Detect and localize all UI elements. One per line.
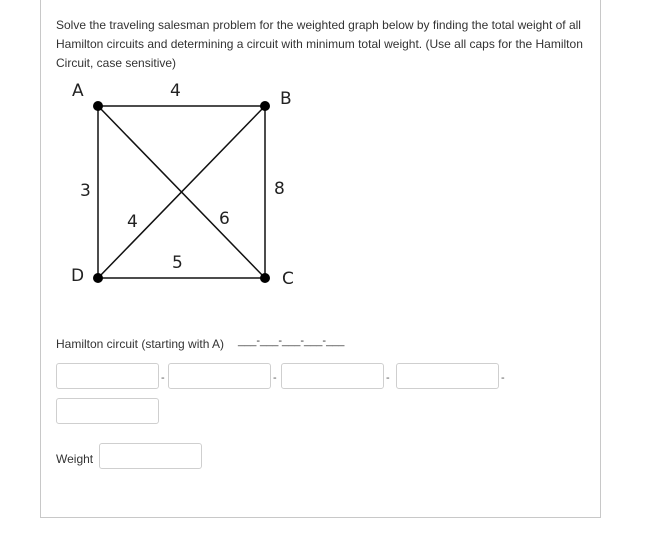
vertex-c xyxy=(260,273,270,283)
vertex-label-d: D xyxy=(71,266,85,286)
hamilton-vertex-2-input[interactable] xyxy=(168,363,271,389)
weight-input[interactable] xyxy=(99,443,202,469)
hamilton-pattern-hint: ___-___-___-___-___ xyxy=(238,335,345,347)
vertex-b xyxy=(260,101,270,111)
weight-label-dc: 5 xyxy=(172,253,183,273)
hamilton-vertex-1-input[interactable] xyxy=(56,363,159,389)
hamilton-vertex-5-input[interactable] xyxy=(56,398,159,424)
vertex-a xyxy=(93,101,103,111)
weight-label-bd: 4 xyxy=(127,212,138,232)
weight-label-ac: 6 xyxy=(219,209,230,229)
question-text: Solve the traveling salesman problem for the weighted graph below by finding the total weight of all Hamilton circuits and determining a circuit with minimum total weight. (Use all caps for the Hamilton Circuit, case sensitive) xyxy=(56,18,583,70)
hamilton-circuit-label: Hamilton circuit (starting with A) xyxy=(56,337,225,351)
hamilton-vertex-4-input[interactable] xyxy=(396,363,499,389)
weight-label-bc: 8 xyxy=(274,179,285,199)
hamilton-separator: - xyxy=(161,372,165,384)
hamilton-vertex-3-input[interactable] xyxy=(281,363,384,389)
hamilton-separator: - xyxy=(501,372,505,384)
weighted-graph xyxy=(56,75,316,295)
vertex-label-c: C xyxy=(282,269,294,289)
weight-label-ad: 3 xyxy=(80,181,91,201)
weight-label: Weight xyxy=(56,452,94,466)
vertex-d xyxy=(93,273,103,283)
vertex-label-b: B xyxy=(280,89,292,109)
hamilton-separator: - xyxy=(386,372,390,384)
hamilton-separator: - xyxy=(273,372,277,384)
weight-label-ab: 4 xyxy=(170,81,181,101)
vertex-label-a: A xyxy=(72,81,84,101)
